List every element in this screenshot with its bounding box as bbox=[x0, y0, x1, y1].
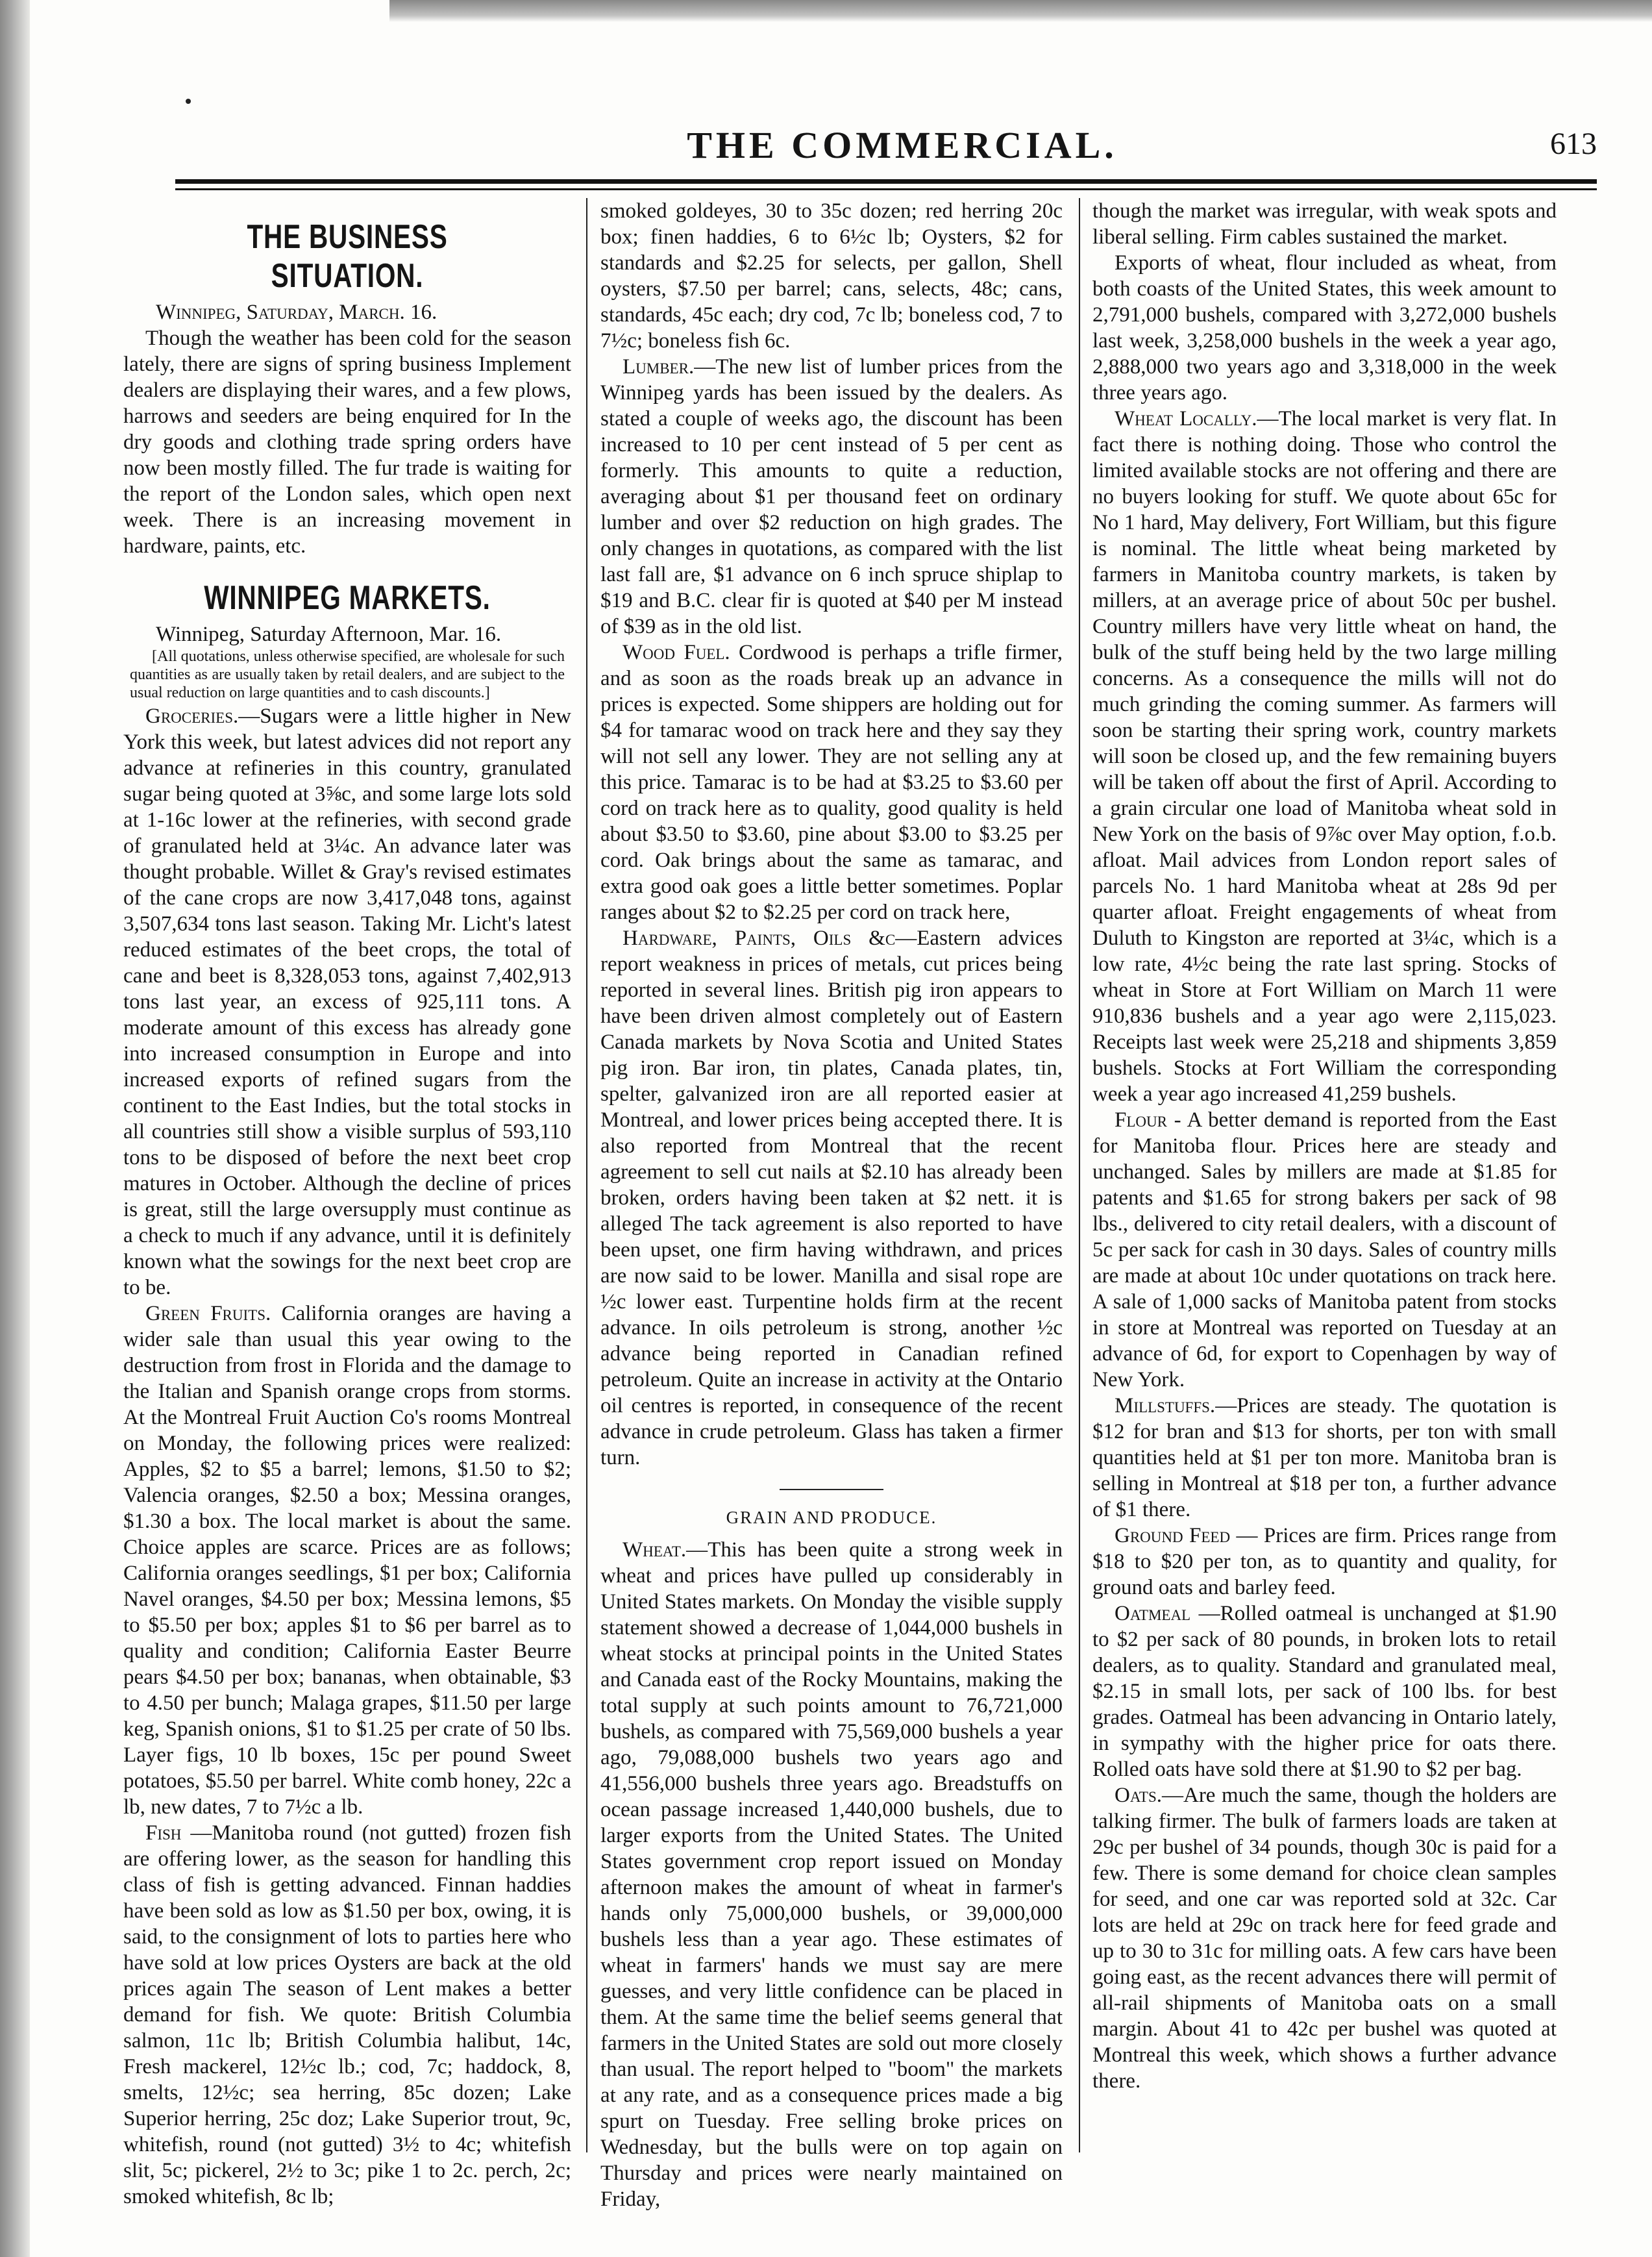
ink-dot bbox=[186, 99, 191, 104]
business-situation-heading: THE BUSINESS SITUATION. bbox=[247, 218, 448, 295]
column-divider bbox=[586, 198, 587, 2152]
grain-produce-heading: GRAIN AND PRODUCE. bbox=[726, 1508, 937, 1527]
column-3 bbox=[1092, 198, 1557, 2172]
winnipeg-markets-heading: WINNIPEG MARKETS. bbox=[204, 579, 491, 617]
flour-paragraph bbox=[1092, 1107, 1557, 1393]
hardware-text: —Eastern advices report weakness in prices of metals, cut prices being reported in several lines. British pig iron appears to have been driven almost completely out of Eastern Canada markets by Nova Scotia and United States pig iron. Bar iron, tin plates, Canada plates, tin, spelter, galvanized iron are all reported easier at Montreal, and lower prices being accepted there. It is also reported from Montreal that the recent agreement to sell cut nails at $2.10 has already been broken, orders having been taken at $2 nett. it is alleged The tack agreement is also reported to have been upset, one firm having withdrawn, and prices are now said to be lower. Manilla and sisal rope are ½c lower east. Turpentine holds firm at the recent advance. In oils petroleum is strong, another ½c advance being reported in Canadian refined petroleum. Quite an increase in activity at the Ontario oil centres is reported, in consequence of the recent advance in crude petroleum. Glass has taken a firmer turn. bbox=[600, 927, 1063, 1469]
business-situation-body: Though the weather has been cold for the season lately, there are signs of spring business Implement dealers are displaying their wares, and a few plows, harrows and seeders are being enquired for In the dry goods and clothing trade spring orders have now been mostly filled. The fur trade is waiting for the report of the London sales, which open next week. There is an increasing movement in hardware, paints, etc. bbox=[123, 327, 571, 558]
wheat-paragraph bbox=[600, 1537, 1063, 2212]
hardware-paragraph bbox=[600, 925, 1063, 1471]
ground-feed-label: Ground Feed bbox=[1115, 1524, 1231, 1547]
oatmeal-label: Oatmeal bbox=[1115, 1602, 1191, 1625]
groceries-label: Groceries. bbox=[145, 705, 239, 728]
millstuffs-paragraph bbox=[1092, 1393, 1557, 1523]
masthead-title: THE COMMERCIAL. bbox=[687, 124, 1118, 166]
ground-feed-text: — Prices are firm. Prices range from $18 to $20 per ton, as to quantity and quality, for ground oats and barley feed. bbox=[1092, 1524, 1557, 1599]
page-number: 613 bbox=[1550, 127, 1597, 161]
wheat-locally-label: Wheat Locally. bbox=[1115, 407, 1257, 430]
column-2 bbox=[600, 198, 1063, 2211]
fish-label: Fish bbox=[145, 1821, 182, 1845]
wheat-continued: though the market was irregular, with weak spots and liberal selling. Firm cables sustained the market. bbox=[1092, 199, 1557, 249]
oats-text: —Are much the same, though the holders are talking firmer. The bulk of farmers loads are taken at 29c per bushel of 34 pounds, though 30c is paid for a few. There is some demand for choice clean samples for seed, and one car was reported sold at 32c. Car lots are held at 29c on track here for feed grade and up to 30 to 31c for milling oats. A few cars have been going east, as the recent advances there will permit of all-rail shipments of Manitoba oats on a small margin. About 41 to 42c per bushel was quoted at Montreal this week, which shows a further advance there. bbox=[1092, 1784, 1557, 2093]
fish-text: —Manitoba round (not gutted) frozen fish are offering lower, as the season for handling this class of fish is getting advanced. Finnan haddies have been sold as low as $1.50 per box, owing, it is said, to the consignment of lots to parties here who have sold at low prices Oysters are back at the old prices again The season of Lent makes a better demand for fish. We quote: British Columbia salmon, 11c lb; British Columbia halibut, 14c, Fresh mackerel, 12½c lb.; cod, 7c; haddock, 8, smelts, 12½c; sea herring, 85c dozen; Lake Superior herring, 25c doz; Lake Superior trout, 9c, whitefish, round (not gutted) 3½ to 4c; whitefish slit, 5c; pickerel, 2½ to 3c; pike 1 to 2c. perch, 2c; smoked whitefish, 8c lb; bbox=[123, 1821, 571, 2208]
wheat-text: —This has been quite a strong week in wheat and prices have pulled up considerably in United States markets. On Monday the visible supply statement showed a decrease of 1,044,000 bushels in wheat stocks at principal points in the United States and Canada east of the Rocky Mountains, making the total supply at such points amount to 76,721,000 bushels, as compared with 75,569,000 bushels a year ago, 79,088,000 bushels two years ago and 41,556,000 bushels three years ago. Breadstuffs on ocean passage increased 1,440,000 bushels, due to larger exports from the United States. The United States government crop report issued on Monday afternoon makes the amount of wheat in farmer's hands only 75,000,000 bushels, or 39,000,000 bushels less than a year ago. These estimates of wheat in farmers' hands we must say are mere guesses, and very little confidence can be placed in them. At the same time the belief seems general that farmers in the United States are sold out more closely than usual. The report helped to "boom" the markets at any rate, and as a consequence prices made a big spurt on Tuesday. Free selling broke prices on Wednesday, but the bulls were on top again on Thursday and prices were nearly maintained on Friday, bbox=[600, 1538, 1063, 2211]
winnipeg-markets-dateline: Winnipeg, Saturday Afternoon, Mar. 16. bbox=[156, 623, 502, 646]
fish-paragraph bbox=[123, 1820, 571, 2210]
green-fruits-text: California oranges are having a wider sale than usual this year owing to the destruction from frost in Florida and the damage to the Italian and Spanish orange crops from storms. At the Montreal Fruit Auction Co's rooms Montreal on Monday, the following prices were realized: Apples, $2 to $5 a barrel; lemons, $1.50 to $2; Valencia oranges, $2.50 a box; Messina oranges, $1.30 a box. The local market is about the same. Choice apples are scarce. Prices are as follows; California oranges seedlings, $1 per box; California Navel oranges, $4.50 per box; Messina lemons, $5 to $5.50 per box; apples $1 to $6 per barrel as to quality and condition; California Easter Beurre pears $4.50 per box; bananas, when obtainable, $3 to 4.50 per bunch; Malaga grapes, $11.50 per large keg, Spanish onions, $1 to $1.25 per crate of 50 lbs. Layer figs, 10 lb boxes, 15c per pound Sweet potatoes, $5.50 per barrel. White comb honey, 22c a lb, new dates, 7 to 7½c a lb. bbox=[123, 1302, 571, 1819]
masthead-rule-thin bbox=[175, 188, 1597, 190]
exports-paragraph: Exports of wheat, flour included as wheat, from both coasts of the United States, this week amount to 2,791,000 bushels, compared with 3,272,000 bushels last week, 3,258,000 bushels in the week a year ago, 2,888,000 two years ago and 3,318,000 in the week three years ago. bbox=[1092, 251, 1557, 405]
lumber-text: —The new list of lumber prices from the Winnipeg yards has been issued by the dealers. As stated a couple of weeks ago, the discount has been increased to 10 per cent instead of 5 per cent as formerly. This amounts to quite a reduction, averaging about $1 per thousand feet on ordinary lumber and over $2 reduction on high grades. The only changes in quotations, as compared with the list last fall are, $1 advance on 6 inch spruce shiplap to $19 and B.C. clear fir is quoted at $40 per M instead of $39 as in the old list. bbox=[600, 355, 1063, 638]
column-divider bbox=[1079, 198, 1080, 2152]
oats-paragraph bbox=[1092, 1782, 1557, 2094]
groceries-text: —Sugars were a little higher in New York this week, but latest advices did not report any advance at refineries in this country, granulated sugar being quoted at 3⅝c, and some large lots sold at 1-16c lower at the refineries, with second grade of granulated held at 3¼c. An advance later was thought probable. Willet & Gray's revised estimates of the cane crops are now 3,417,048 tons, against 3,507,634 tons last season. Taking Mr. Licht's latest reduced estimates of the beet crops, the total of cane and beet is 8,328,053 tons, against 7,402,913 tons last year, an excess of 925,111 tons. A moderate amount of this excess has already gone into increased consumption in Europe and into increased exports of refined sugars from the continent to the East Indies, but the total stocks in all countries still show a visible surplus of 593,110 tons to be disposed of before the next beet crop matures in October. Although the decline of prices is great, still the large oversupply must continue as a check to much if any advance, until it is definitely known what the sowings for the next beet crop are to be. bbox=[123, 705, 571, 1299]
wood-fuel-text: Cordwood is perhaps a trifle firmer, and as soon as the roads break up an advance in prices is expected. Some shippers are holding out for $4 for tamarac wood on track here and they say they will not sell any lower. They are not selling any at this price. Tamarac is to be had at $3.25 to $3.60 per cord on track here as to quality, good quality is held about $3.50 to $3.60, pine about $3.00 to $3.25 per cord. Oak brings about the same as tamarac, and extra good oak goes a little better sometimes. Poplar ranges about $2 to $2.25 per cord on track here, bbox=[600, 641, 1063, 924]
masthead bbox=[175, 123, 1597, 169]
green-fruits-paragraph bbox=[123, 1301, 571, 1820]
ground-feed-paragraph bbox=[1092, 1523, 1557, 1601]
millstuffs-label: Millstuffs. bbox=[1115, 1394, 1216, 1417]
column-1 bbox=[123, 198, 571, 2208]
oatmeal-paragraph bbox=[1092, 1601, 1557, 1782]
groceries-paragraph bbox=[123, 703, 571, 1301]
section-divider bbox=[780, 1489, 883, 1490]
masthead-rule-thick bbox=[175, 179, 1597, 184]
flour-label: Flour bbox=[1115, 1108, 1167, 1132]
hardware-label: Hardware, Paints, Oils &c bbox=[623, 927, 896, 950]
business-situation-dateline: Winnipeg, Saturday, March. 16. bbox=[156, 301, 438, 324]
wheat-label: Wheat. bbox=[623, 1538, 687, 1562]
wood-fuel-paragraph bbox=[600, 640, 1063, 925]
oatmeal-text: —Rolled oatmeal is unchanged at $1.90 to $2 per sack of 80 pounds, in broken lots to retail dealers, as to quality. Standard and granulated meal, $2.15 in small lots, per sack of 100 lbs. for best grades. Oatmeal has been advancing in Ontario lately, in sympathy with the higher price for oats there. Rolled oats have sold there at $1.90 to $2 per bag. bbox=[1092, 1602, 1557, 1781]
flour-text: - A better demand is reported from the East for Manitoba flour. Prices here are steady and unchanged. Sales by millers are made at $1.85 for patents and $1.65 for strong bakers per sack of 98 lbs., delivered to city retail dealers, with a discount of 5c per sack for cash in 30 days. Sales of country mills are made at about 10c under quotations on track here. A sale of 1,000 sacks of Manitoba patent from stocks in store at Montreal was reported on Tuesday at an advance of 6d, for export to Copenhagen by way of New York. bbox=[1092, 1108, 1557, 1391]
green-fruits-label: Green Fruits. bbox=[145, 1302, 271, 1325]
quotations-note: [All quotations, unless otherwise specified, are wholesale for such quantities as are usually taken by retail dealers, and are subject to the usual reduction on large quantities and to cash discounts.] bbox=[130, 648, 565, 701]
oats-label: Oats. bbox=[1115, 1784, 1162, 1807]
lumber-paragraph bbox=[600, 354, 1063, 640]
lumber-label: Lumber. bbox=[623, 355, 695, 379]
fish-continued: smoked goldeyes, 30 to 35c dozen; red herring 20c box; finen haddies, 6 to 6½c lb; Oysters, $2 for standards and $2.25 for selects, per gallon, Shell oysters, $7.50 per barrel; cans, selects, 48c; cans, standards, 45c each; dry cod, 7c lb; boneless cod, 7 to 7½c; boneless fish 6c. bbox=[600, 199, 1063, 353]
millstuffs-text: —Prices are steady. The quotation is $12 for bran and $13 for shorts, per ton with small quantities held at $1 per ton more. Manitoba bran is selling in Montreal at $18 per ton, a further advance of $1 there. bbox=[1092, 1394, 1557, 1521]
scan-edge-top bbox=[389, 0, 1652, 22]
wheat-locally-text: —The local market is very flat. In fact there is nothing doing. Those who control the limited available stocks are not offering and there are no buyers looking for stuff. We quote about 65c for No 1 hard, May delivery, Fort William, but this figure is nominal. The little wheat being marketed by farmers in Manitoba country markets, is taken by millers, at an average price of about 50c per bushel. Country millers have very little wheat on hand, the bulk of the stuff being held by the two large milling concerns. As a consequence the mills will not do much grinding the coming summer. As farmers will soon be starting their spring work, country markets will soon be closed up, and the few remaining buyers will be taken off about the first of April. According to a grain circular one load of Manitoba wheat sold in New York on the basis of 9⅞c over May option, f.o.b. afloat. Mail advices from London report sales of parcels No. 1 hard Manitoba wheat at 28s 9d per quarter afloat. Freight engagements of wheat from Duluth to Kingston are reported at 3¼c, which is a low rate, 4½c being the rate last spring. Stocks of wheat in Store at Fort William on March 11 were 910,836 bushels and a year ago were 2,115,023. Receipts last week were 25,218 and shipments 3,859 bushels. Stocks at Fort William the corresponding week a year ago increased 41,259 bushels. bbox=[1092, 407, 1557, 1106]
scan-edge-left bbox=[0, 0, 30, 2257]
wheat-locally-paragraph bbox=[1092, 406, 1557, 1107]
wood-fuel-label: Wood Fuel. bbox=[623, 641, 730, 664]
